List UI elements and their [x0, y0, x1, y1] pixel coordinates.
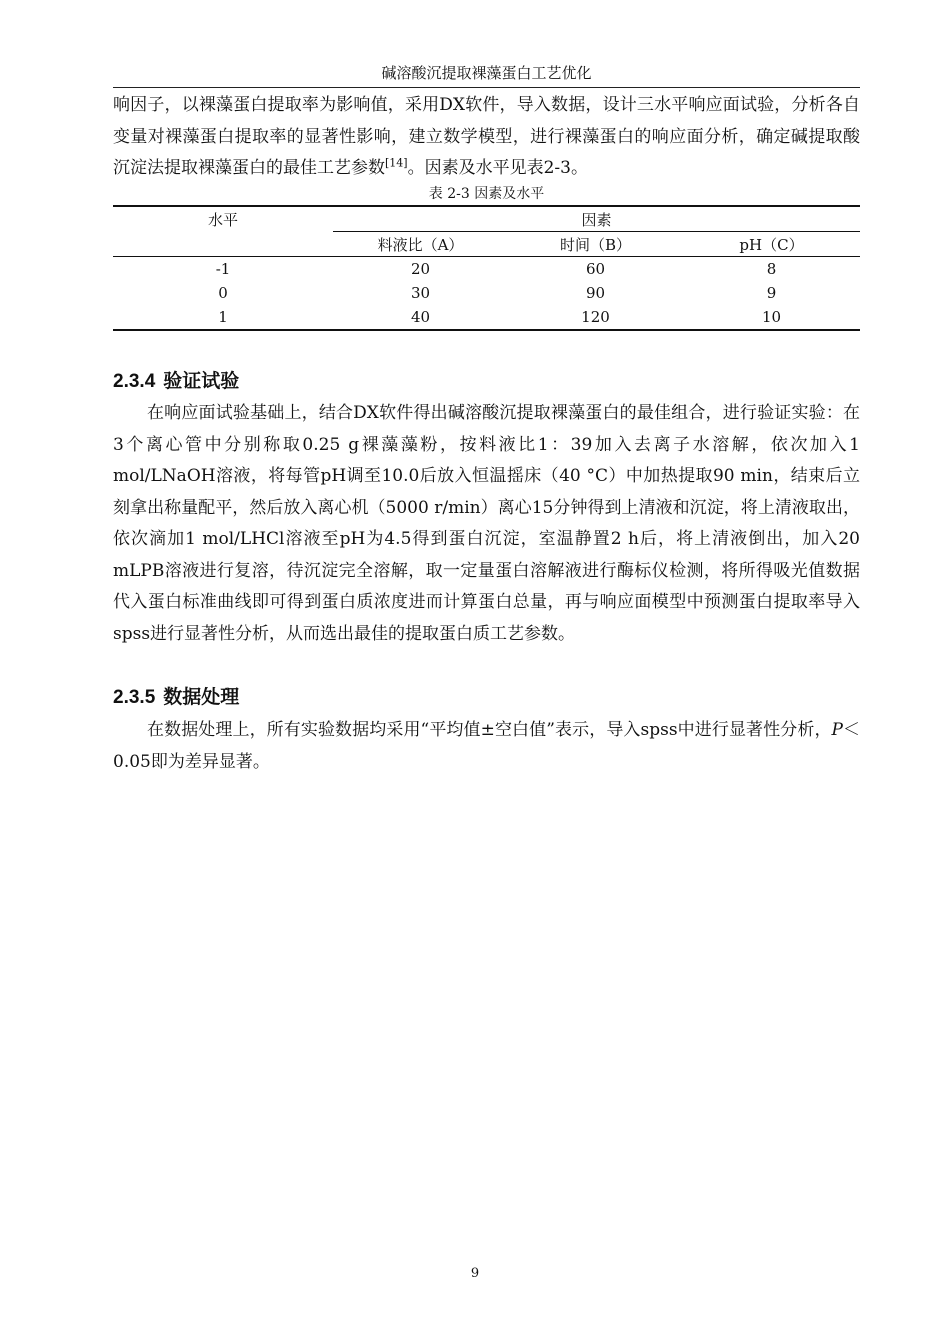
table-cell: 0 [218, 284, 228, 302]
intro-tail: 。因素及水平见表2-3。 [407, 158, 588, 178]
section-heading-2-3-4 [113, 368, 239, 396]
factor-level-table [113, 205, 860, 331]
table-cell: 10 [683, 305, 860, 330]
table-row [113, 305, 860, 330]
table-cell: 20 [333, 257, 508, 282]
table-cell: 120 [508, 305, 683, 330]
level-header: 水平 [113, 206, 333, 232]
section-number: 2.3.4 [113, 371, 156, 392]
section-number: 2.3.5 [113, 687, 156, 708]
data-processing-tail: ＜0.05即为差异显著。 [113, 720, 860, 772]
table-caption: 表 2-3 因素及水平 [428, 186, 545, 202]
table-cell: 40 [333, 305, 508, 330]
header-rule [113, 87, 860, 88]
table-cell: 60 [508, 257, 683, 282]
table-cell: 9 [766, 284, 777, 302]
running-header: 碱溶酸沉提取裸藻蛋白工艺优化 [381, 64, 592, 82]
data-processing-text: 在数据处理上，所有实验数据均采用“平均值±空白值”表示，导入spss中进行显著性分析， [147, 720, 832, 740]
p-value-symbol: P [831, 720, 843, 740]
intro-paragraph [113, 90, 860, 185]
section-title: 数据处理 [163, 687, 240, 708]
table-cell: -1 [113, 257, 333, 282]
table-cell: 8 [683, 257, 860, 282]
table-cell: 1 [113, 305, 333, 330]
page-number: 9 [470, 1266, 480, 1281]
section-2-3-4-paragraph: 在响应面试验基础上，结合DX软件得出碱溶酸沉提取裸藻蛋白的最佳组合，进行验证实验：在3个离心管中分别称取0.25 g裸藻藻粉，按料液比1：39加入去离子水溶解，依次加入1 mol/LNaOH溶液，将每管pH调至10.0后放入恒温摇床（40 °C）中加热提取90 min，结束后立刻拿出称量配平，然后放入离心机（5000 r/min）离心15分钟得到上清液和沉淀，将上清液取出，依次滴加1 mol/LHCl溶液至pH为4.5得到蛋白沉淀，室温静置2 h后，将上清液倒出，加入20 mLPB溶液进行复溶，待沉淀完全溶解，取一定量蛋白溶解液进行酶标仪检测，将所得吸光值数据代入蛋白标准曲线即可得到蛋白质浓度进而计算蛋白总量，再与响应面模型中预测蛋白提取率导入spss进行显著性分析，从而选出最佳的提取蛋白质工艺参数。 [113, 403, 860, 644]
column-header-b: 时间（B） [508, 232, 683, 257]
citation-14[interactable]: [14] [385, 156, 408, 170]
table-row [113, 281, 860, 305]
table-row [113, 257, 860, 282]
table-cell: 90 [585, 284, 606, 302]
column-header-a: 料液比（A） [333, 232, 508, 257]
section-2-3-5-paragraph [113, 715, 860, 778]
section-heading-2-3-5 [113, 684, 239, 712]
section-title: 验证试验 [163, 371, 240, 392]
intro-text: 响因子，以裸藻蛋白提取率为影响值，采用DX软件，导入数据，设计三水平响应面试验，分析各自变量对裸藻蛋白提取率的显著性影响，建立数学模型，进行裸藻蛋白的响应面分析，确定碱提取酸沉淀法提取裸藻蛋白的最佳工艺参数 [113, 95, 860, 178]
column-header-c: pH（C） [683, 232, 860, 257]
factor-header: 因素 [333, 206, 860, 232]
level-header-spacer [113, 232, 333, 257]
table-cell: 30 [410, 284, 431, 302]
